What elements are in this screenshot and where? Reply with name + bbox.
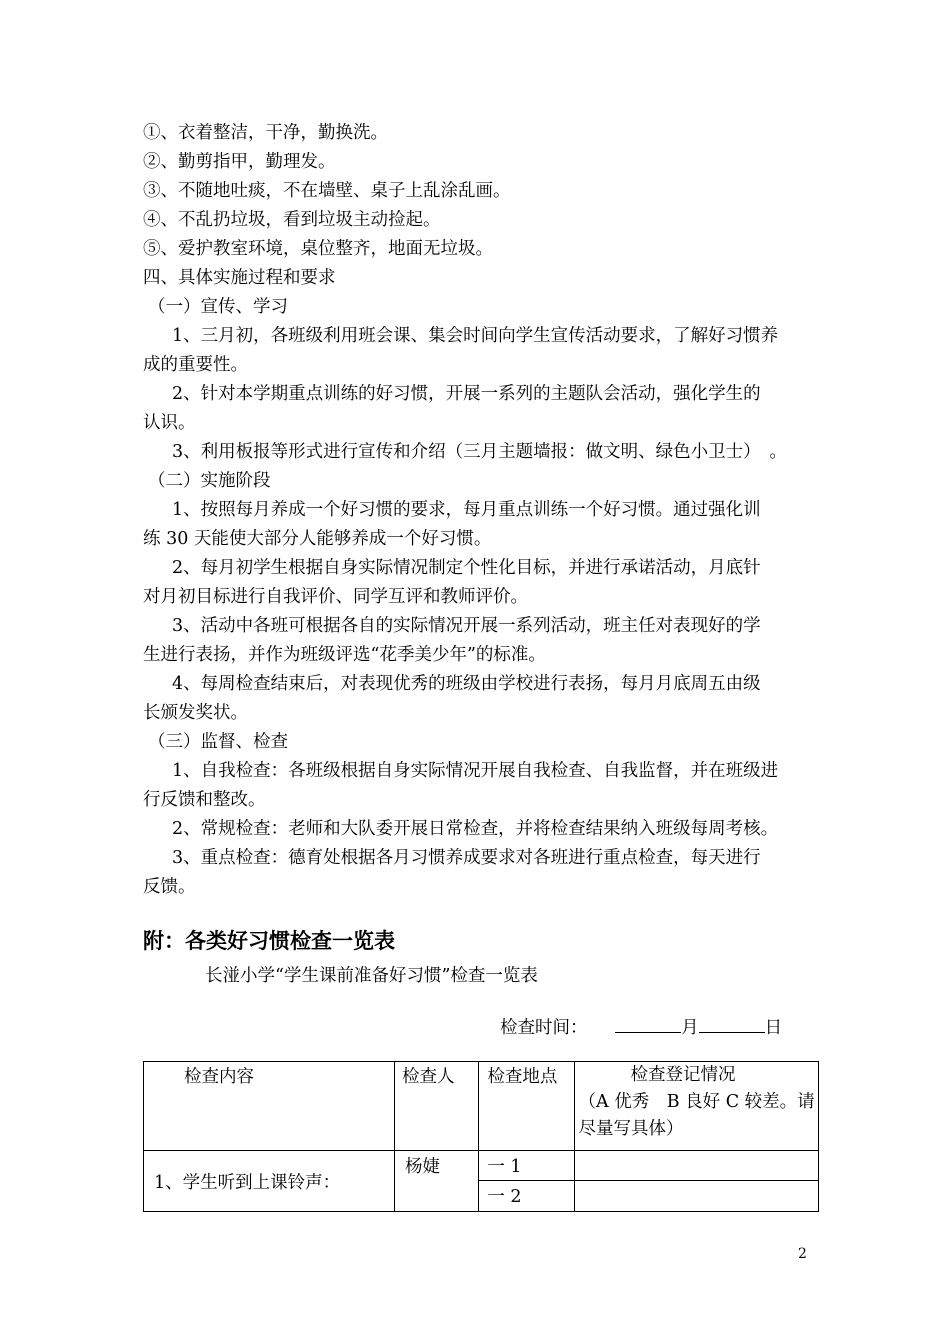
line-2: ②、勤剪指甲，勤理发。: [143, 152, 336, 172]
month-label: 月: [681, 1018, 699, 1038]
month-blank: [615, 1014, 681, 1033]
section-heading-4: 四、具体实施过程和要求: [143, 268, 336, 288]
row-record-2[interactable]: [574, 1181, 818, 1212]
line-20: 4、每周检查结束后，对表现优秀的班级由学校进行表扬，每月月底周五由级: [172, 674, 761, 694]
row-content: 1、学生听到上课铃声：: [144, 1151, 395, 1212]
line-11: 认识。: [143, 413, 196, 433]
row-inspector: 杨婕: [394, 1151, 478, 1212]
check-time-line: [500, 1014, 782, 1039]
table-title: 长湴小学“学生课前准备好习惯”检查一览表: [205, 966, 538, 986]
record-note-1: （A 优秀 B 良好 C 较差。请: [578, 1092, 815, 1112]
line-8: 1、三月初，各班级利用班会课、集会时间向学生宣传活动要求，了解好习惯养: [172, 326, 779, 346]
line-26: 3、重点检查：德育处根据各月习惯养成要求对各班进行重点检查，每天进行: [172, 848, 761, 868]
line-12: 3、利用板报等形式进行宣传和介绍（三月主题墙报：做文明、绿色小卫士） 。: [172, 442, 787, 462]
header-location: 检查地点: [479, 1062, 574, 1151]
line-1: ①、衣着整洁，干净，勤换洗。: [143, 123, 388, 143]
table-row: [144, 1151, 819, 1181]
line-19: 生进行表扬，并作为班级评选“花季美少年”的标准。: [143, 645, 546, 665]
line-25: 2、常规检查：老师和大队委开展日常检查，并将检查结果纳入班级每周考核。: [172, 819, 779, 839]
row-location-2: 一 2: [479, 1181, 574, 1212]
line-17: 对月初目标进行自我评价、同学互评和教师评价。: [143, 587, 528, 607]
line-9: 成的重要性。: [143, 355, 248, 375]
subsection-heading-3: （三）监督、检查: [148, 732, 288, 752]
line-16: 2、每月初学生根据自身实际情况制定个性化目标，并进行承诺活动，月底针: [172, 558, 761, 578]
appendix-heading: 附：各类好习惯检查一览表: [143, 929, 395, 953]
line-15: 练 30 天能使大部分人能够养成一个好习惯。: [143, 529, 492, 549]
line-5: ⑤、爱护教室环境，桌位整齐，地面无垃圾。: [143, 239, 493, 259]
table-header-row: [144, 1062, 819, 1151]
check-time-label: 检查时间：: [500, 1018, 588, 1038]
line-21: 长颁发奖状。: [143, 703, 248, 723]
header-inspector: 检查人: [394, 1062, 478, 1151]
check-table: [143, 1061, 819, 1212]
day-blank: [699, 1014, 765, 1033]
line-24: 行反馈和整改。: [143, 790, 266, 810]
record-title: 检查登记情况: [630, 1065, 736, 1085]
line-18: 3、活动中各班可根据各自的实际情况开展一系列活动，班主任对表现好的学: [172, 616, 761, 636]
line-14: 1、按照每月养成一个好习惯的要求，每月重点训练一个好习惯。通过强化训: [172, 500, 761, 520]
header-record: [574, 1062, 818, 1151]
row-record-1[interactable]: [574, 1151, 818, 1181]
subsection-heading-2: （二）实施阶段: [148, 471, 271, 491]
line-23: 1、自我检查：各班级根据自身实际情况开展自我检查、自我监督，并在班级进: [172, 761, 779, 781]
day-label: 日: [764, 1018, 783, 1038]
row-location-1: 一 1: [479, 1151, 574, 1181]
header-content: 检查内容: [144, 1062, 395, 1151]
subsection-heading-1: （一）宣传、学习: [148, 297, 288, 317]
line-3: ③、不随地吐痰，不在墙壁、桌子上乱涂乱画。: [143, 181, 511, 201]
line-4: ④、不乱扔垃圾，看到垃圾主动捡起。: [143, 210, 441, 230]
line-10: 2、针对本学期重点训练的好习惯，开展一系列的主题队会活动，强化学生的: [172, 384, 761, 404]
line-27: 反馈。: [143, 877, 196, 897]
record-note-2: 尽量写具体）: [578, 1119, 684, 1139]
page-number: 2: [798, 1246, 807, 1262]
